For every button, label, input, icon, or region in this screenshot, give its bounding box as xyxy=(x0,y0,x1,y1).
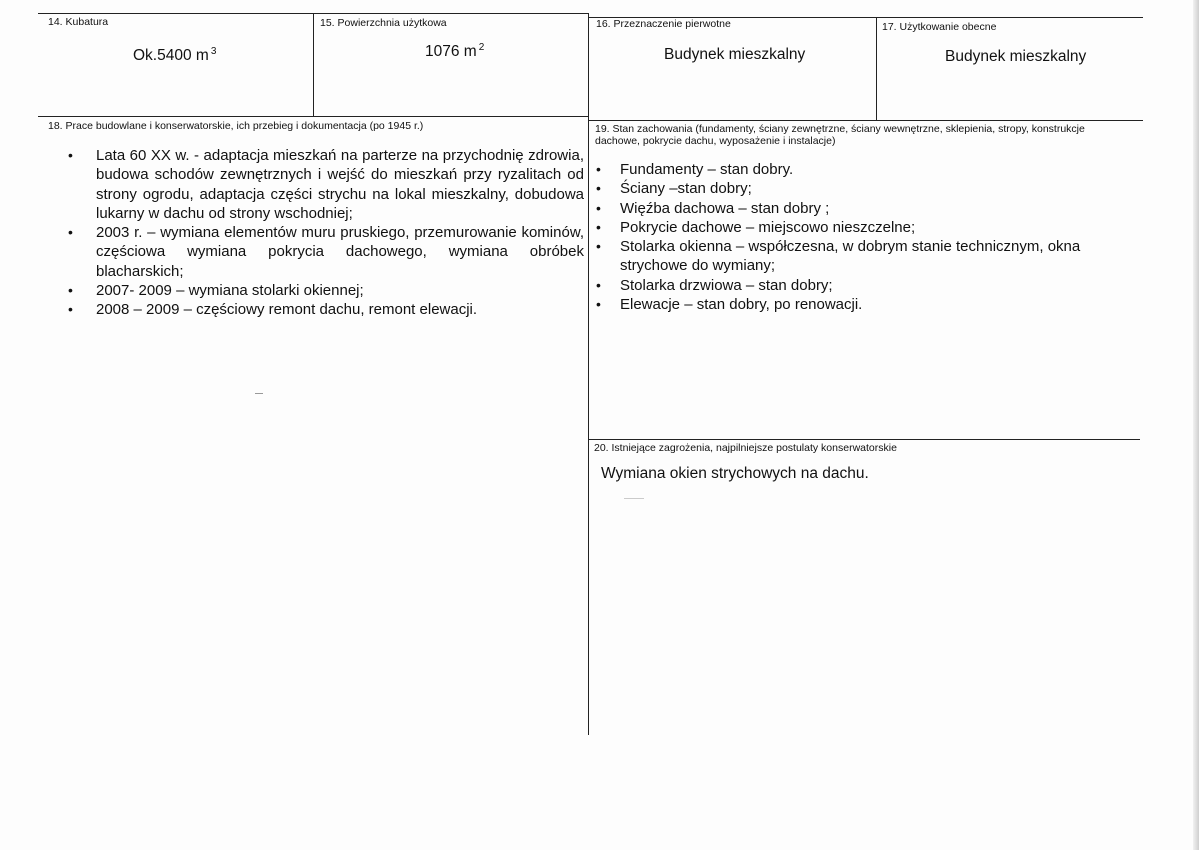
stan-item: • Więźba dachowa – stan dobry ; xyxy=(596,199,1126,218)
powierzchnia-value xyxy=(425,42,484,61)
top-row-bottom-border-left xyxy=(38,116,588,117)
przeznaczenie-value: Budynek mieszkalny xyxy=(664,46,806,63)
scan-speck xyxy=(255,393,263,394)
prace-label: 18. Prace budowlane i konserwatorskie, ich przebieg i dokumentacja (po 1945 r.) xyxy=(48,120,424,132)
kubatura-value-text: Ok.5400 m xyxy=(133,47,209,64)
prace-item: • Lata 60 XX w. - adaptacja mieszkań na parterze na przychodnię zdrowia, budowa schodów zewnętrznych i wejść do mieszkań przy ryzalitach od strony ogrodu, adaptacja części strychu na lokal mieszkalny, dobudowa lukarny w dachu od strony wschodniej; xyxy=(68,146,584,223)
powierzchnia-value-text: 1076 m xyxy=(425,43,477,60)
section-20-top-border xyxy=(588,439,1140,440)
col-divider-14-15 xyxy=(313,13,314,116)
powierzchnia-unit-exponent: 2 xyxy=(478,42,485,53)
scan-page-edge xyxy=(1193,0,1199,850)
stan-item: • Stolarka okienna – współczesna, w dobrym stanie technicznym, okna strychowe do wymiany; xyxy=(596,237,1126,276)
col-divider-15-16 xyxy=(588,13,589,735)
uzytkowanie-label: 17. Użytkowanie obecne xyxy=(882,21,997,33)
scan-speck xyxy=(624,498,644,499)
prace-item: • 2008 – 2009 – częściowy remont dachu, remont elewacji. xyxy=(68,300,584,319)
zagrozenia-label: 20. Istniejące zagrożenia, najpilniejsze postulaty konserwatorskie xyxy=(594,442,897,454)
stan-item: • Elewacje – stan dobry, po renowacji. xyxy=(596,295,1126,314)
stan-list xyxy=(596,160,1126,314)
uzytkowanie-value: Budynek mieszkalny xyxy=(945,48,1087,65)
kubatura-value xyxy=(133,46,216,65)
kubatura-label: 14. Kubatura xyxy=(48,16,109,28)
prace-item: • 2007- 2009 – wymiana stolarki okiennej; xyxy=(68,281,584,300)
zagrozenia-text: Wymiana okien strychowych na dachu. xyxy=(601,465,869,482)
kubatura-unit-exponent: 3 xyxy=(210,46,217,57)
stan-item: • Ściany –stan dobry; xyxy=(596,179,1126,198)
top-row-bottom-border-right xyxy=(588,120,1143,121)
prace-item: • 2003 r. – wymiana elementów muru pruskiego, przemurowanie kominów, częściowa wymiana pokrycia dachowego, wymiana obróbek blacharskich; xyxy=(68,223,584,281)
stan-item: • Stolarka drzwiowa – stan dobry; xyxy=(596,276,1126,295)
stan-item: • Fundamenty – stan dobry. xyxy=(596,160,1126,179)
stan-label: 19. Stan zachowania (fundamenty, ściany zewnętrzne, ściany wewnętrzne, sklepienia, stropy, konstrukcje dachowe, pokrycie dachu, wyposażenie i instalacje) xyxy=(595,123,1085,147)
col-divider-16-17 xyxy=(876,17,877,120)
stan-item: • Pokrycie dachowe – miejscowo nieszczelne; xyxy=(596,218,1126,237)
przeznaczenie-label: 16. Przeznaczenie pierwotne xyxy=(596,18,731,30)
powierzchnia-label: 15. Powierzchnia użytkowa xyxy=(320,17,447,29)
prace-list xyxy=(68,146,584,320)
